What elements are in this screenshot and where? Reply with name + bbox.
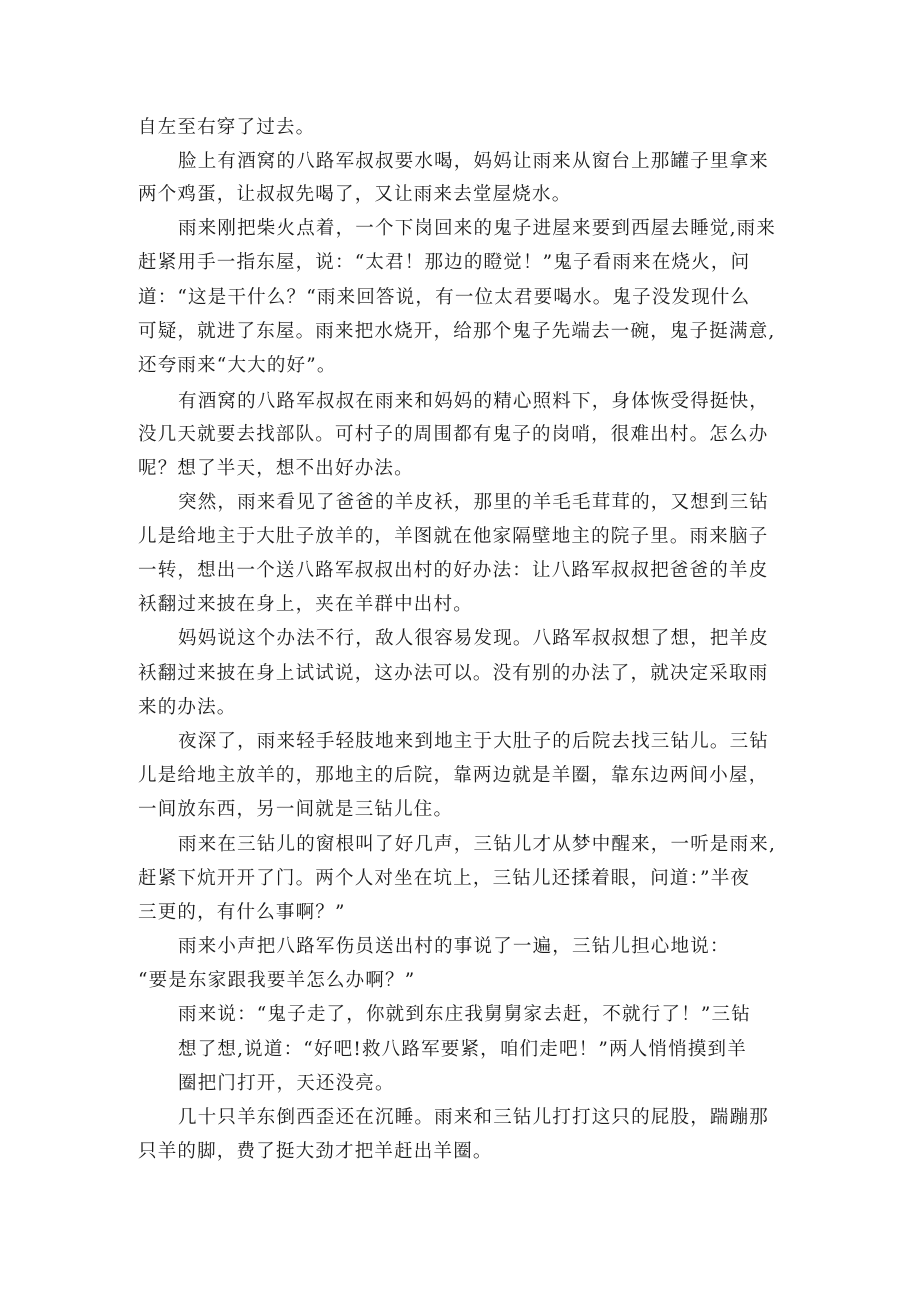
text-line-18: 来的办法。: [138, 697, 237, 718]
text-line-21: 一间放东西，另一间就是三钻儿住。: [138, 799, 454, 820]
text-line-25: 雨来小声把八路军伤员送出村的事说了一遍，三钻儿担心地说：: [178, 936, 730, 957]
text-line-3: 两个鸡蛋，让叔叔先喝了，又让雨来去堂屋烧水。: [138, 184, 572, 205]
text-line-10: 没几天就要去找部队。可村子的周围都有鬼子的岗哨，很难出村。怎么办: [138, 424, 769, 445]
text-line-7: 可疑，就进了东屋。雨来把水烧开，给那个鬼子先端去一碗，鬼子挺满意,: [138, 321, 776, 342]
text-line-8: 还夸雨来“大大的好”。: [138, 355, 337, 376]
text-line-20: 儿是给地主放羊的，那地主的后院，靠两边就是羊圈，靠东边两间小屋，: [138, 765, 769, 786]
text-line-12: 突然，雨来看见了爸爸的羊皮袄，那里的羊毛毛茸茸的，又想到三钻: [178, 492, 770, 513]
text-line-2: 脸上有酒窝的八路军叔叔要水喝，妈妈让雨来从窗台上那罐子里拿来: [178, 151, 770, 172]
text-line-24: 三更的，有什么事啊？”: [138, 902, 346, 923]
text-line-14: 一转，想出一个送八路军叔叔出村的好办法：让八路军叔叔把爸爸的羊皮: [138, 560, 769, 581]
text-line-30: 几十只羊东倒西歪还在沉睡。雨来和三钻儿打打这只的屁股，踹蹦那: [178, 1107, 770, 1128]
text-line-27: 雨来说：“鬼子走了，你就到东庄我舅舅家去赶，不就行了！”三钻: [178, 1004, 751, 1025]
text-line-29: 圈把门打开，天还没亮。: [178, 1073, 395, 1094]
text-line-6: 道：“这是干什么？“雨来回答说，有一位太君要喝水。鬼子没发现什么: [138, 287, 751, 308]
text-line-11: 呢？想了半天，想不出好办法。: [138, 458, 414, 479]
text-line-9: 有酒窝的八路军叔叔在雨来和妈妈的精心照料下，身体恢受得挺快，: [178, 391, 770, 412]
text-line-4: 雨来刚把柴火点着，一个下岗回来的鬼子进屋来要到西屋去睡觉,雨来: [178, 218, 777, 239]
text-line-5: 赶紧用手一指东屋，说：“太君！那边的瞪觉！”鬼子看雨来在烧火，问: [138, 252, 751, 273]
text-line-17: 袄翻过来披在身上试试说，这办法可以。没有别的办法了，就决定采取雨: [138, 663, 769, 684]
text-line-1: 自左至右穿了过去。: [138, 117, 316, 138]
text-line-13: 儿是给地主于大肚子放羊的，羊图就在他家隔壁地主的院子里。雨来脑子: [138, 526, 769, 547]
text-line-15: 袄翻过来披在身上，夹在羊群中出村。: [138, 594, 473, 615]
text-line-31: 只羊的脚，费了挺大劲才把羊赶出羊圈。: [138, 1141, 493, 1162]
text-line-16: 妈妈说这个办法不行，敌人很容易发现。八路军叔叔想了想，把羊皮: [178, 628, 770, 649]
text-line-19: 夜深了，雨来轻手轻肢地来到地主于大肚子的后院去找三钻儿。三钻: [178, 731, 770, 752]
text-line-26: “要是东家跟我要羊怎么办啊？”: [138, 970, 416, 991]
text-line-28: 想了想,说道：“好吧!救八路军要紧，咱们走吧！”两人悄悄摸到羊: [178, 1039, 747, 1060]
text-line-22: 雨来在三钻儿的窗根叫了好几声，三钻儿才从梦中醒来，一听是雨来,: [178, 834, 777, 855]
text-line-23: 赶紧下炕开开了门。两个人对坐在坑上，三钻儿还揉着眼，问道：”半夜: [138, 868, 751, 889]
